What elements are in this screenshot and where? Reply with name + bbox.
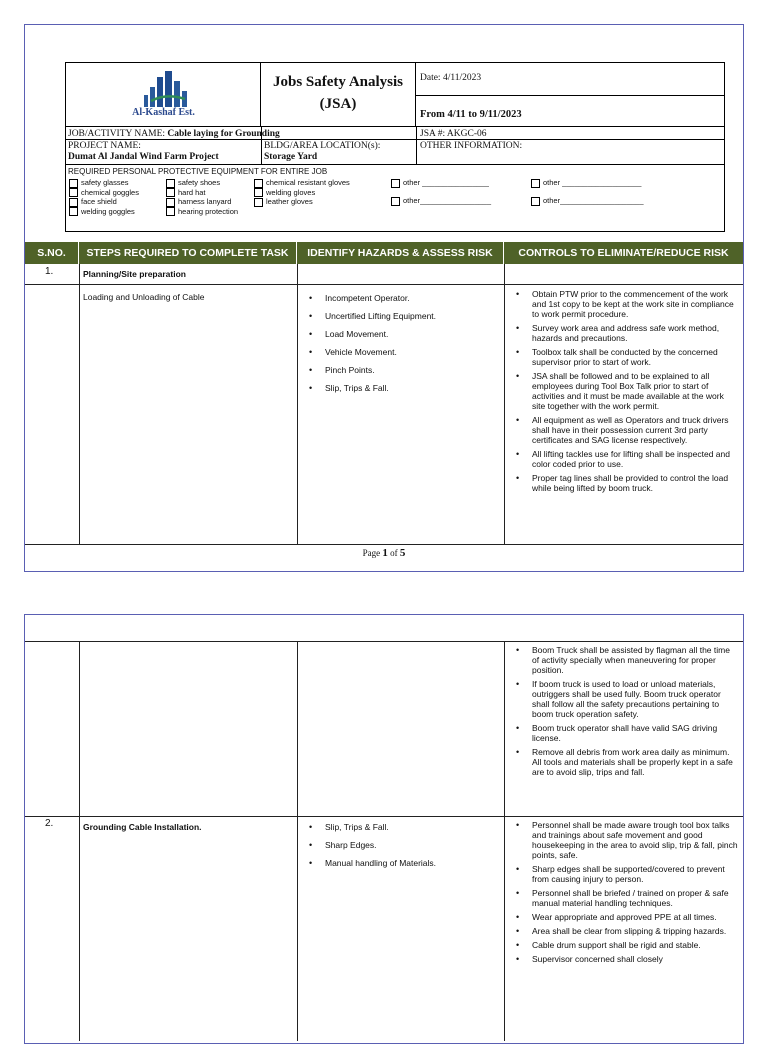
checkbox[interactable] [69,198,78,207]
list-item: • Boom Truck shall be assisted by flagman all the time of activity specially when maneuvering for proper position. [508,645,738,675]
project-name-value: Dumat Al Jandal Wind Farm Project [68,152,219,162]
checkbox[interactable] [166,198,175,207]
other-information-label: OTHER INFORMATION: [420,141,523,151]
logo-cell [66,63,261,127]
list-item: • Manual handling of Materials. [301,858,501,868]
company-logo-icon [141,69,191,109]
list-item: • Proper tag lines shall be provided to control the load while being lifted by boom truck. [508,473,738,493]
step-subtitle: Loading and Unloading of Cable [83,292,205,302]
control-list [508,289,738,497]
checkbox[interactable] [254,198,263,207]
list-item: • Uncertified Lifting Equipment. [301,311,501,321]
step-title: Grounding Cable Installation. [83,822,202,832]
checkbox[interactable] [69,207,78,216]
ppe-title: REQUIRED PERSONAL PROTECTIVE EQUIPMENT FOR ENTIRE JOB [68,167,328,176]
checkbox[interactable] [391,197,400,206]
list-item: • Personnel shall be made aware trough tool box talks and trainings about safe movement and good housekeeping in the area to avoid slip, trip & fall, pinch points, safe. [508,820,738,860]
page-footer: Page 1 of 5 [362,547,406,559]
ppe-other-2: other ___________________ [531,178,641,188]
checkbox[interactable] [69,188,78,197]
list-item: • Load Movement. [301,329,501,339]
list-item: • Remove all debris from work area daily as minimum. All tools and materials shall be properly kept in a safe are to avoid slip, trips and fall. [508,747,738,777]
list-item: • Cable drum support shall be rigid and stable. [508,940,738,950]
document-title [261,63,416,127]
list-item: • JSA shall be followed and to be explained to all employees during Tool Box Talk prior to start of activities and it must be made available at the work site together with the work permit. [508,371,738,411]
bldg-location-label: BLDG/AREA LOCATION(s): [264,141,381,151]
checkbox[interactable] [254,188,263,197]
ppe-column-1: safety glasses chemical goggles face shield welding goggles [69,178,139,216]
date-field: Date: 4/11/2023 [416,63,724,96]
jsa-number-field: JSA #: AKGC-06 [420,129,487,139]
control-list [508,820,738,968]
list-item: • Pinch Points. [301,365,501,375]
hazard-list [301,822,501,876]
list-item: • Area shall be clear from slipping & tripping hazards. [508,926,738,936]
list-item: • Boom truck operator shall have valid SAG driving license. [508,723,738,743]
list-item: • Sharp edges shall be supported/covered to prevent from causing injury to person. [508,864,738,884]
checkbox[interactable] [69,179,78,188]
control-list-continued [508,645,738,781]
list-item: • Survey work area and address safe work method, hazards and precautions. [508,323,738,343]
bldg-location-value: Storage Yard [264,152,318,162]
list-item: • Supervisor concerned shall closely [508,954,738,964]
list-item: • Personnel shall be briefed / trained on proper & safe manual material handling techniques. [508,888,738,908]
company-name: Al-Kashaf Est. [132,107,195,118]
checkbox[interactable] [166,188,175,197]
list-item: • Slip, Trips & Fall. [301,383,501,393]
document-page-2 [24,614,744,1044]
date-range-field: From 4/11 to 9/11/2023 [416,96,724,127]
title-line-2: (JSA) [319,96,357,112]
list-item: • Toolbox talk shall be conducted by the concerned supervisor prior to start of work. [508,347,738,367]
project-name-label: PROJECT NAME: [68,141,141,151]
ppe-column-2: safety shoes hard hat harness lanyard hearing protection [166,178,238,216]
list-item: • Sharp Edges. [301,840,501,850]
list-item: • All equipment as well as Operators and truck drivers shall have in their possession current 3rd party certificates and SAG license respectively. [508,415,738,445]
document-page-1 [24,24,744,572]
checkbox[interactable] [531,197,540,206]
hazard-list [301,293,501,401]
ppe-other-3: other_________________ [391,196,491,206]
title-line-1: Jobs Safety Analysis [272,74,404,90]
jsa-table-continued [25,641,743,1041]
checkbox[interactable] [391,179,400,188]
list-item: • Slip, Trips & Fall. [301,822,501,832]
column-header-hazards: IDENTIFY HAZARDS & ASSESS RISK [297,242,504,264]
row-number: 1. [45,266,54,277]
jsa-header-block [65,62,725,232]
step-title: Planning/Site preparation [83,269,186,279]
list-item: • Obtain PTW prior to the commencement of the work and 1st copy to be kept at the work site in compliance to work permit procedure. [508,289,738,319]
list-item: • Incompetent Operator. [301,293,501,303]
ppe-column-3: chemical resistant gloves welding gloves leather gloves [254,178,350,207]
checkbox[interactable] [166,179,175,188]
checkbox[interactable] [166,207,175,216]
row-number: 2. [45,818,54,829]
ppe-other-1: other ________________ [391,178,489,188]
list-item: • Wear appropriate and approved PPE at all times. [508,912,738,922]
column-header-sno: S.NO. [25,242,79,264]
list-item: • Vehicle Movement. [301,347,501,357]
jsa-table [25,242,743,544]
job-activity-field: JOB/ACTIVITY NAME: Cable laying for Grounding [68,129,280,139]
checkbox[interactable] [254,179,263,188]
column-header-steps: STEPS REQUIRED TO COMPLETE TASK [79,242,297,264]
column-header-controls: CONTROLS TO ELIMINATE/REDUCE RISK [504,242,743,264]
checkbox[interactable] [531,179,540,188]
list-item: • All lifting tackles use for lifting shall be inspected and color coded prior to use. [508,449,738,469]
ppe-other-4: other____________________ [531,196,644,206]
list-item: • If boom truck is used to load or unload materials, outriggers shall be used fully. Boom truck operator shall follow all the safety precautions pertaining to boom truck operation safety. [508,679,738,719]
